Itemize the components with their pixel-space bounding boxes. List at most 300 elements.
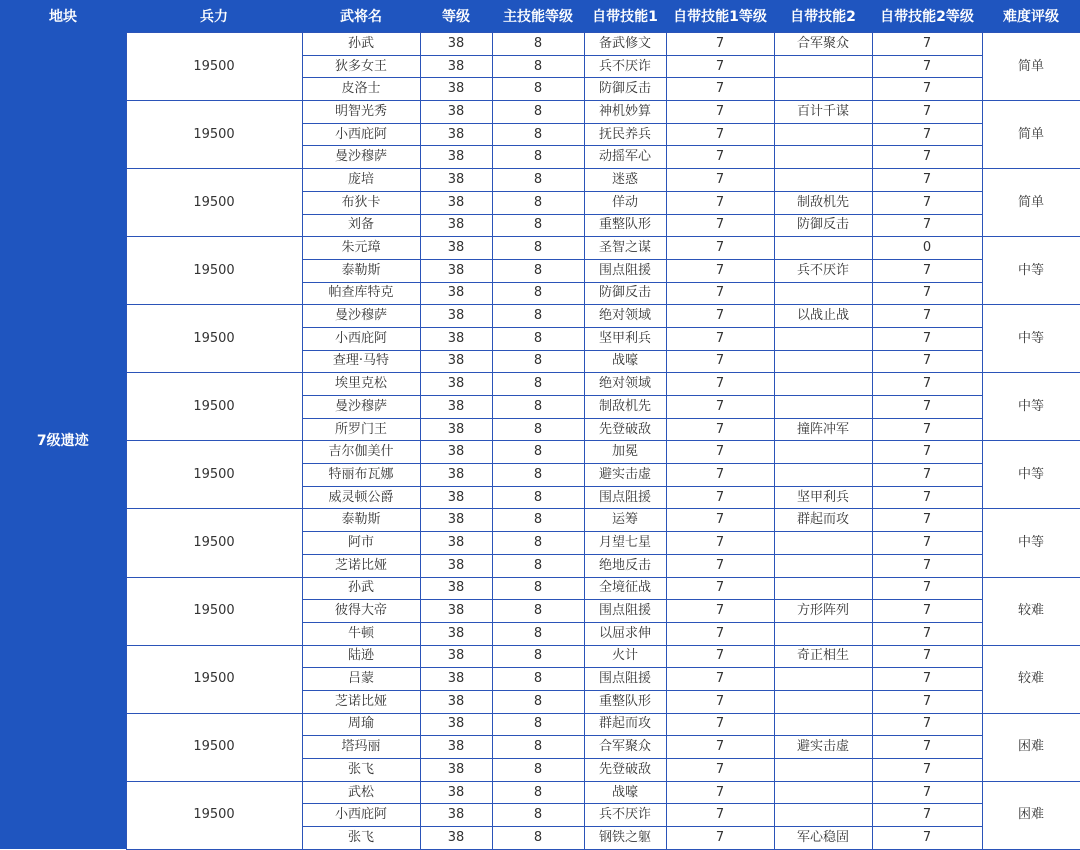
main-skill-level-cell: 8 [492,781,584,804]
level-cell: 38 [420,804,492,827]
skill2-level-cell: 7 [872,464,982,487]
skill1-level-cell: 7 [666,827,774,850]
general-name-cell: 孙武 [302,577,420,600]
skill2-cell [774,55,872,78]
skill1-level-cell: 7 [666,191,774,214]
skill1-level-cell: 7 [666,486,774,509]
skill2-cell: 军心稳固 [774,827,872,850]
troops-cell: 19500 [126,169,302,237]
skill2-cell: 群起而攻 [774,509,872,532]
main-skill-level-cell: 8 [492,645,584,668]
general-name-cell: 特丽布瓦娜 [302,464,420,487]
skill1-cell: 重整队形 [584,214,666,237]
troops-cell: 19500 [126,509,302,577]
main-skill-level-cell: 8 [492,554,584,577]
skill1-level-cell: 7 [666,169,774,192]
skill1-level-cell: 7 [666,532,774,555]
skill2-cell [774,373,872,396]
skill2-level-cell: 7 [872,33,982,56]
table-row [0,169,1080,192]
header-troops: 兵力 [126,0,302,33]
troops-cell: 19500 [126,577,302,645]
skill2-cell [774,713,872,736]
header-level: 等级 [420,0,492,33]
level-cell: 38 [420,396,492,419]
skill2-level-cell: 7 [872,509,982,532]
skill2-level-cell: 7 [872,645,982,668]
main-skill-level-cell: 8 [492,373,584,396]
skill2-level-cell: 7 [872,350,982,373]
skill1-cell: 兵不厌诈 [584,55,666,78]
general-name-cell: 庞培 [302,169,420,192]
skill1-cell: 加冕 [584,441,666,464]
header-row [0,0,1080,33]
main-skill-level-cell: 8 [492,736,584,759]
skill2-cell: 方形阵列 [774,600,872,623]
skill2-level-cell: 7 [872,622,982,645]
skill1-level-cell: 7 [666,305,774,328]
skill1-cell: 以屈求伸 [584,622,666,645]
level-cell: 38 [420,191,492,214]
level-cell: 38 [420,123,492,146]
skill1-cell: 兵不厌诈 [584,804,666,827]
skill1-cell: 战嚎 [584,350,666,373]
header-main-skill-level: 主技能等级 [492,0,584,33]
skill2-cell [774,350,872,373]
main-skill-level-cell: 8 [492,577,584,600]
skill1-cell: 火计 [584,645,666,668]
level-cell: 38 [420,282,492,305]
skill2-cell [774,690,872,713]
skill2-level-cell: 7 [872,532,982,555]
main-skill-level-cell: 8 [492,55,584,78]
troops-cell: 19500 [126,645,302,713]
level-cell: 38 [420,827,492,850]
skill2-level-cell: 7 [872,759,982,782]
skill1-cell: 月望七星 [584,532,666,555]
general-name-cell: 朱元璋 [302,237,420,260]
skill2-level-cell: 7 [872,101,982,124]
skill2-cell: 百计千谋 [774,101,872,124]
main-skill-level-cell: 8 [492,396,584,419]
skill1-level-cell: 7 [666,690,774,713]
skill1-cell: 先登破敌 [584,418,666,441]
skill1-cell: 围点阻援 [584,600,666,623]
level-cell: 38 [420,668,492,691]
table-row [0,781,1080,804]
table-row [0,509,1080,532]
troops-cell: 19500 [126,101,302,169]
skill1-level-cell: 7 [666,441,774,464]
troops-cell: 19500 [126,781,302,849]
skill2-cell [774,327,872,350]
skill2-cell [774,781,872,804]
header-skill1: 自带技能1 [584,0,666,33]
skill1-level-cell: 7 [666,101,774,124]
skill1-level-cell: 7 [666,418,774,441]
main-skill-level-cell: 8 [492,191,584,214]
skill1-cell: 全境征战 [584,577,666,600]
level-cell: 38 [420,600,492,623]
table-row [0,33,1080,56]
skill2-cell [774,464,872,487]
main-skill-level-cell: 8 [492,123,584,146]
main-skill-level-cell: 8 [492,237,584,260]
skill1-level-cell: 7 [666,146,774,169]
skill1-level-cell: 7 [666,350,774,373]
skill2-cell: 兵不厌诈 [774,259,872,282]
skill2-cell: 撞阵冲军 [774,418,872,441]
general-name-cell: 曼沙穆萨 [302,146,420,169]
troops-cell: 19500 [126,237,302,305]
difficulty-cell: 中等 [982,441,1080,509]
level-cell: 38 [420,33,492,56]
skill2-cell [774,441,872,464]
general-name-cell: 所罗门王 [302,418,420,441]
general-name-cell: 明智光秀 [302,101,420,124]
troops-cell: 19500 [126,373,302,441]
general-name-cell: 布狄卡 [302,191,420,214]
skill2-level-cell: 7 [872,191,982,214]
main-skill-level-cell: 8 [492,282,584,305]
troops-cell: 19500 [126,713,302,781]
general-name-cell: 小西庇阿 [302,123,420,146]
skill2-level-cell: 7 [872,327,982,350]
skill1-level-cell: 7 [666,259,774,282]
difficulty-cell: 较难 [982,577,1080,645]
troops-cell: 19500 [126,305,302,373]
level-cell: 38 [420,554,492,577]
main-skill-level-cell: 8 [492,350,584,373]
main-skill-level-cell: 8 [492,532,584,555]
skill2-level-cell: 7 [872,827,982,850]
skill2-level-cell: 7 [872,577,982,600]
skill1-level-cell: 7 [666,713,774,736]
main-skill-level-cell: 8 [492,622,584,645]
level-cell: 38 [420,55,492,78]
general-name-cell: 阿市 [302,532,420,555]
general-name-cell: 芝诺比娅 [302,690,420,713]
header-region: 地块 [0,0,126,33]
skill1-cell: 佯动 [584,191,666,214]
general-name-cell: 彼得大帝 [302,600,420,623]
main-skill-level-cell: 8 [492,827,584,850]
skill2-cell [774,577,872,600]
skill1-cell: 重整队形 [584,690,666,713]
skill1-cell: 绝地反击 [584,554,666,577]
header-general-name: 武将名 [302,0,420,33]
skill2-level-cell: 7 [872,668,982,691]
general-name-cell: 威灵顿公爵 [302,486,420,509]
skill2-level-cell: 7 [872,690,982,713]
difficulty-cell: 简单 [982,169,1080,237]
skill1-level-cell: 7 [666,55,774,78]
skill1-cell: 防御反击 [584,282,666,305]
general-name-cell: 武松 [302,781,420,804]
skill2-cell [774,532,872,555]
skill2-level-cell: 7 [872,55,982,78]
table-row [0,101,1080,124]
header-difficulty: 难度评级 [982,0,1080,33]
skill2-level-cell: 7 [872,146,982,169]
difficulty-cell: 简单 [982,33,1080,101]
skill2-level-cell: 7 [872,441,982,464]
skill1-level-cell: 7 [666,554,774,577]
skill1-cell: 围点阻援 [584,259,666,282]
level-cell: 38 [420,486,492,509]
skill2-level-cell: 7 [872,781,982,804]
skill2-cell [774,78,872,101]
skill1-level-cell: 7 [666,373,774,396]
skill1-cell: 备武修文 [584,33,666,56]
skill1-cell: 合军聚众 [584,736,666,759]
general-name-cell: 帕查库特克 [302,282,420,305]
skill2-cell [774,123,872,146]
level-cell: 38 [420,373,492,396]
difficulty-cell: 简单 [982,101,1080,169]
skill1-level-cell: 7 [666,759,774,782]
skill1-cell: 绝对领域 [584,373,666,396]
general-name-cell: 张飞 [302,827,420,850]
main-skill-level-cell: 8 [492,600,584,623]
level-cell: 38 [420,645,492,668]
main-skill-level-cell: 8 [492,33,584,56]
skill1-cell: 制敌机先 [584,396,666,419]
main-skill-level-cell: 8 [492,327,584,350]
level-cell: 38 [420,169,492,192]
skill2-cell [774,622,872,645]
skill1-level-cell: 7 [666,33,774,56]
skill2-level-cell: 7 [872,123,982,146]
main-skill-level-cell: 8 [492,418,584,441]
level-cell: 38 [420,350,492,373]
level-cell: 38 [420,305,492,328]
troops-cell: 19500 [126,33,302,101]
general-name-cell: 吕蒙 [302,668,420,691]
skill1-cell: 坚甲利兵 [584,327,666,350]
skill2-cell [774,396,872,419]
table-row [0,577,1080,600]
general-name-cell: 泰勒斯 [302,259,420,282]
general-name-cell: 张飞 [302,759,420,782]
general-name-cell: 刘备 [302,214,420,237]
main-skill-level-cell: 8 [492,804,584,827]
level-cell: 38 [420,736,492,759]
skill1-level-cell: 7 [666,214,774,237]
main-skill-level-cell: 8 [492,486,584,509]
difficulty-cell: 中等 [982,509,1080,577]
skill2-level-cell: 7 [872,736,982,759]
header-skill1-level: 自带技能1等级 [666,0,774,33]
header-skill2-level: 自带技能2等级 [872,0,982,33]
skill2-cell: 制敌机先 [774,191,872,214]
difficulty-cell: 中等 [982,237,1080,305]
skill2-cell: 合军聚众 [774,33,872,56]
skill2-level-cell: 7 [872,396,982,419]
skill2-cell [774,759,872,782]
difficulty-cell: 中等 [982,305,1080,373]
skill2-cell: 以战止战 [774,305,872,328]
skill2-level-cell: 7 [872,305,982,328]
skill2-level-cell: 7 [872,486,982,509]
level-cell: 38 [420,622,492,645]
skill2-level-cell: 7 [872,804,982,827]
general-name-cell: 陆逊 [302,645,420,668]
skill2-level-cell: 7 [872,373,982,396]
main-skill-level-cell: 8 [492,441,584,464]
skill1-level-cell: 7 [666,78,774,101]
skill2-cell [774,554,872,577]
skill1-level-cell: 7 [666,622,774,645]
skill2-level-cell: 7 [872,282,982,305]
table-row [0,713,1080,736]
skill1-level-cell: 7 [666,736,774,759]
level-cell: 38 [420,509,492,532]
skill2-level-cell: 7 [872,169,982,192]
skill2-level-cell: 7 [872,713,982,736]
skill1-cell: 运筹 [584,509,666,532]
skill2-level-cell: 0 [872,237,982,260]
skill1-level-cell: 7 [666,396,774,419]
skill1-cell: 绝对领域 [584,305,666,328]
main-skill-level-cell: 8 [492,146,584,169]
general-name-cell: 曼沙穆萨 [302,305,420,328]
skill2-cell [774,146,872,169]
general-name-cell: 小西庇阿 [302,327,420,350]
skill1-cell: 抚民养兵 [584,123,666,146]
difficulty-cell: 困难 [982,781,1080,849]
level-cell: 38 [420,259,492,282]
general-name-cell: 曼沙穆萨 [302,396,420,419]
general-name-cell: 皮洛士 [302,78,420,101]
main-skill-level-cell: 8 [492,690,584,713]
main-skill-level-cell: 8 [492,78,584,101]
skill1-level-cell: 7 [666,282,774,305]
skill1-level-cell: 7 [666,645,774,668]
main-skill-level-cell: 8 [492,169,584,192]
level-cell: 38 [420,146,492,169]
skill1-cell: 防御反击 [584,78,666,101]
skill1-level-cell: 7 [666,600,774,623]
skill1-cell: 圣智之谋 [584,237,666,260]
skill1-cell: 先登破敌 [584,759,666,782]
skill2-level-cell: 7 [872,78,982,101]
level-cell: 38 [420,237,492,260]
general-name-cell: 狄多女王 [302,55,420,78]
skill1-cell: 迷惑 [584,169,666,192]
skill2-cell [774,237,872,260]
skill1-cell: 战嚎 [584,781,666,804]
region-cell: 7级遗迹 [0,33,126,850]
main-skill-level-cell: 8 [492,259,584,282]
skill1-level-cell: 7 [666,577,774,600]
skill2-level-cell: 7 [872,600,982,623]
skill2-cell [774,804,872,827]
skill1-level-cell: 7 [666,668,774,691]
skill1-cell: 围点阻援 [584,668,666,691]
level-cell: 38 [420,327,492,350]
level-cell: 38 [420,464,492,487]
main-skill-level-cell: 8 [492,509,584,532]
main-skill-level-cell: 8 [492,214,584,237]
level-cell: 38 [420,781,492,804]
skill1-level-cell: 7 [666,804,774,827]
general-name-cell: 小西庇阿 [302,804,420,827]
skill2-cell [774,169,872,192]
skill1-cell: 动摇军心 [584,146,666,169]
difficulty-cell: 中等 [982,373,1080,441]
level-cell: 38 [420,214,492,237]
difficulty-cell: 较难 [982,645,1080,713]
table-body [0,33,1080,850]
difficulty-cell: 困难 [982,713,1080,781]
header-skill2: 自带技能2 [774,0,872,33]
skill1-cell: 群起而攻 [584,713,666,736]
skill1-level-cell: 7 [666,123,774,146]
skill2-cell: 避实击虚 [774,736,872,759]
level-cell: 38 [420,78,492,101]
troops-cell: 19500 [126,441,302,509]
table-row [0,373,1080,396]
level-cell: 38 [420,577,492,600]
general-name-cell: 埃里克松 [302,373,420,396]
main-skill-level-cell: 8 [492,305,584,328]
general-name-cell: 芝诺比娅 [302,554,420,577]
main-skill-level-cell: 8 [492,464,584,487]
skill2-cell [774,282,872,305]
skill2-level-cell: 7 [872,554,982,577]
skill1-level-cell: 7 [666,509,774,532]
skill1-level-cell: 7 [666,781,774,804]
skill1-level-cell: 7 [666,237,774,260]
skill1-level-cell: 7 [666,464,774,487]
level-cell: 38 [420,532,492,555]
general-name-cell: 吉尔伽美什 [302,441,420,464]
skill1-level-cell: 7 [666,327,774,350]
skill2-level-cell: 7 [872,214,982,237]
table-row [0,237,1080,260]
general-name-cell: 塔玛丽 [302,736,420,759]
main-skill-level-cell: 8 [492,759,584,782]
skill1-cell: 围点阻援 [584,486,666,509]
skill1-cell: 避实击虚 [584,464,666,487]
level-cell: 38 [420,759,492,782]
skill2-level-cell: 7 [872,418,982,441]
level-cell: 38 [420,441,492,464]
table-row [0,645,1080,668]
general-name-cell: 牛顿 [302,622,420,645]
general-name-cell: 查理·马特 [302,350,420,373]
general-name-cell: 泰勒斯 [302,509,420,532]
table-row [0,441,1080,464]
general-name-cell: 孙武 [302,33,420,56]
skill2-cell: 坚甲利兵 [774,486,872,509]
skill1-cell: 神机妙算 [584,101,666,124]
main-skill-level-cell: 8 [492,668,584,691]
level-cell: 38 [420,101,492,124]
skill2-cell: 防御反击 [774,214,872,237]
skill2-cell: 奇正相生 [774,645,872,668]
level-cell: 38 [420,690,492,713]
main-skill-level-cell: 8 [492,713,584,736]
skill2-level-cell: 7 [872,259,982,282]
skill1-cell: 钢铁之躯 [584,827,666,850]
skill2-cell [774,668,872,691]
level-cell: 38 [420,713,492,736]
level-cell: 38 [420,418,492,441]
table-row [0,305,1080,328]
main-skill-level-cell: 8 [492,101,584,124]
